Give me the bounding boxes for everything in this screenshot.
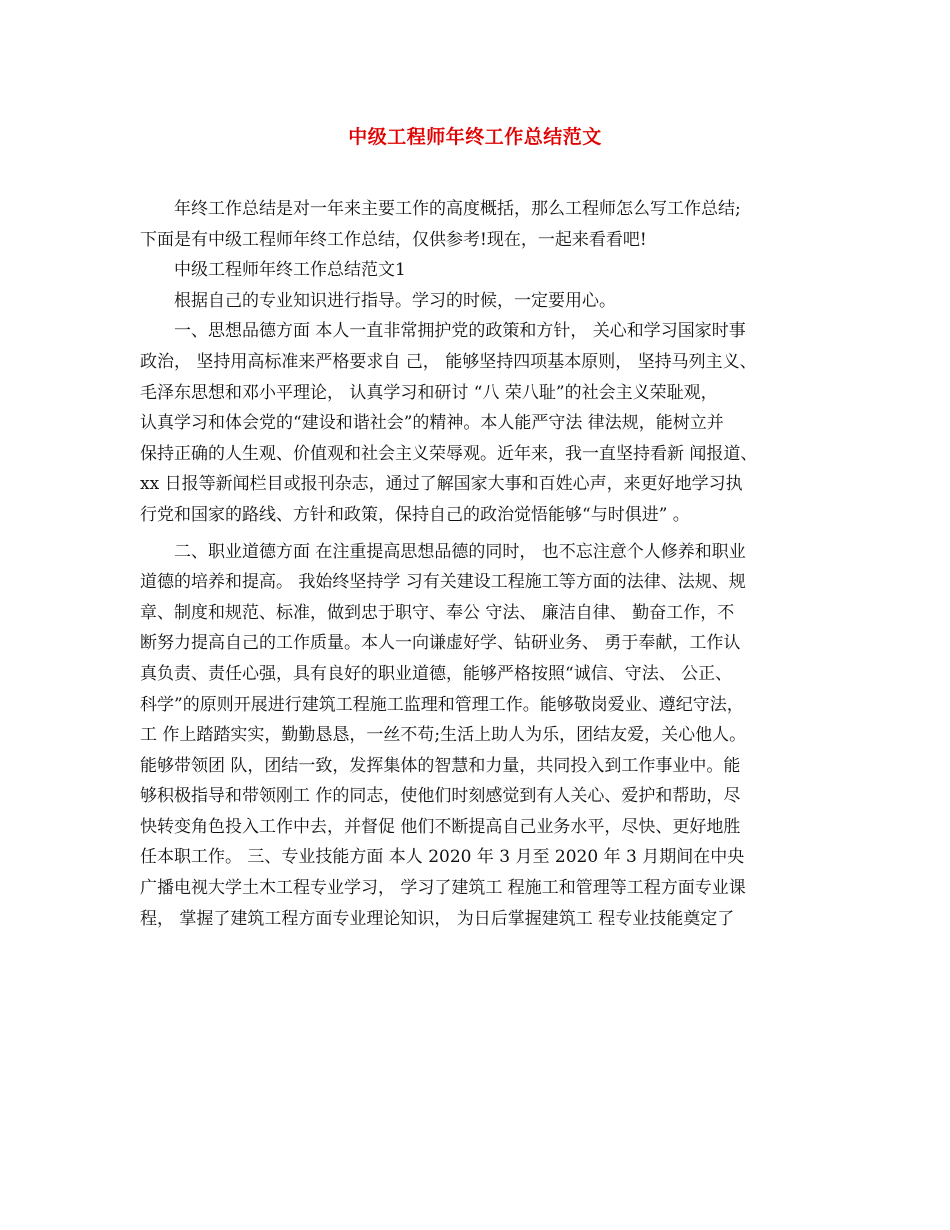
paragraph-line: 广播电视大学土木工程专业学习， 学习了建筑工 程施工和管理等工程方面专业课 — [140, 878, 746, 899]
paragraph-line: 章、制度和规范、标准，做到忠于职守、奉公 守法、 廉洁自律、 勤奋工作，不 — [140, 602, 735, 623]
paragraph-line: 工 作上踏踏实实，勤勤恳恳，一丝不苟;生活上助人为乐，团结友爱，关心他人。 — [140, 725, 747, 746]
paragraph-line: 道德的培养和提高。 我始终坚持学 习有关建设工程施工等方面的法律、法规、规 — [140, 572, 746, 593]
paragraph-line: 真负责、责任心强，具有良好的职业道德，能够严格按照“诚信、守法、 公正、 — [140, 663, 733, 684]
paragraph-line: 够积极指导和带领刚工 作的同志，使他们时刻感觉到有人关心、爱护和帮助，尽 — [140, 786, 741, 807]
paragraph-line: 快转变角色投入工作中去，并督促 他们不断提高自己业务水平，尽快、更好地胜 — [140, 816, 741, 837]
paragraph-line: 断努力提高自己的工作质量。本人一向谦虚好学、钻研业务、 勇于奉献，工作认 — [140, 633, 741, 654]
paragraph-line: 二、职业道德方面 在注重提高思想品德的同时， 也不忘注意个人修养和职业 — [174, 541, 746, 562]
paragraph-line: 科学”的原则开展进行建筑工程施工监理和管理工作。能够敬岗爱业、遵纪守法， — [140, 694, 744, 715]
paragraph-line: 年终工作总结是对一年来主要工作的高度概括，那么工程师怎么写工作总结; — [174, 199, 741, 219]
paragraph-line: 任本职工作。 三、专业技能方面 本人 2020 年 3 月至 2020 年 3 月期间在中央 — [140, 847, 745, 868]
paragraph-line: 保持正确的人生观、价值观和社会主义荣辱观。近年来，我一直坚持看新 闻报道、 — [140, 443, 758, 464]
document-title: 中级工程师年终工作总结范文 — [348, 126, 602, 148]
document-body — [140, 194, 820, 934]
paragraph-line: xx 日报等新闻栏目或报刊杂志，通过了解国家大事和百姓心声，来更好地学习执 — [140, 474, 743, 495]
paragraph-line: 根据自己的专业知识进行指导。学习的时候，一定要用心。 — [174, 290, 616, 311]
paragraph-line: 下面是有中级工程师年终工作总结，仅供参考!现在，一起来看看吧! — [140, 229, 647, 250]
section-heading: 中级工程师年终工作总结范文1 — [174, 260, 406, 281]
paragraph-line: 政治， 坚持用高标准来严格要求自 己， 能够坚持四项基本原则， 坚持马列主义、 — [140, 351, 757, 372]
paragraph-line: 行党和国家的路线、方针和政策，保持自己的政治觉悟能够“与时俱进” 。 — [140, 504, 690, 525]
paragraph-line: 认真学习和体会党的“建设和谐社会”的精神。本人能严守法 律法规，能树立并 — [140, 413, 724, 434]
paragraph-line: 程， 掌握了建筑工程方面专业理论知识， 为日后掌握建筑工 程专业技能奠定了 — [140, 908, 735, 929]
paragraph-line: 毛泽东思想和邓小平理论， 认真学习和研讨 “八 荣八耻”的社会主义荣耻观， — [140, 382, 718, 403]
paragraph-line: 一、思想品德方面 本人一直非常拥护党的政策和方针， 关心和学习国家时事 — [174, 321, 746, 342]
paragraph-line: 能够带领团 队，团结一致，发挥集体的智慧和力量，共同投入到工作事业中。能 — [140, 755, 741, 776]
